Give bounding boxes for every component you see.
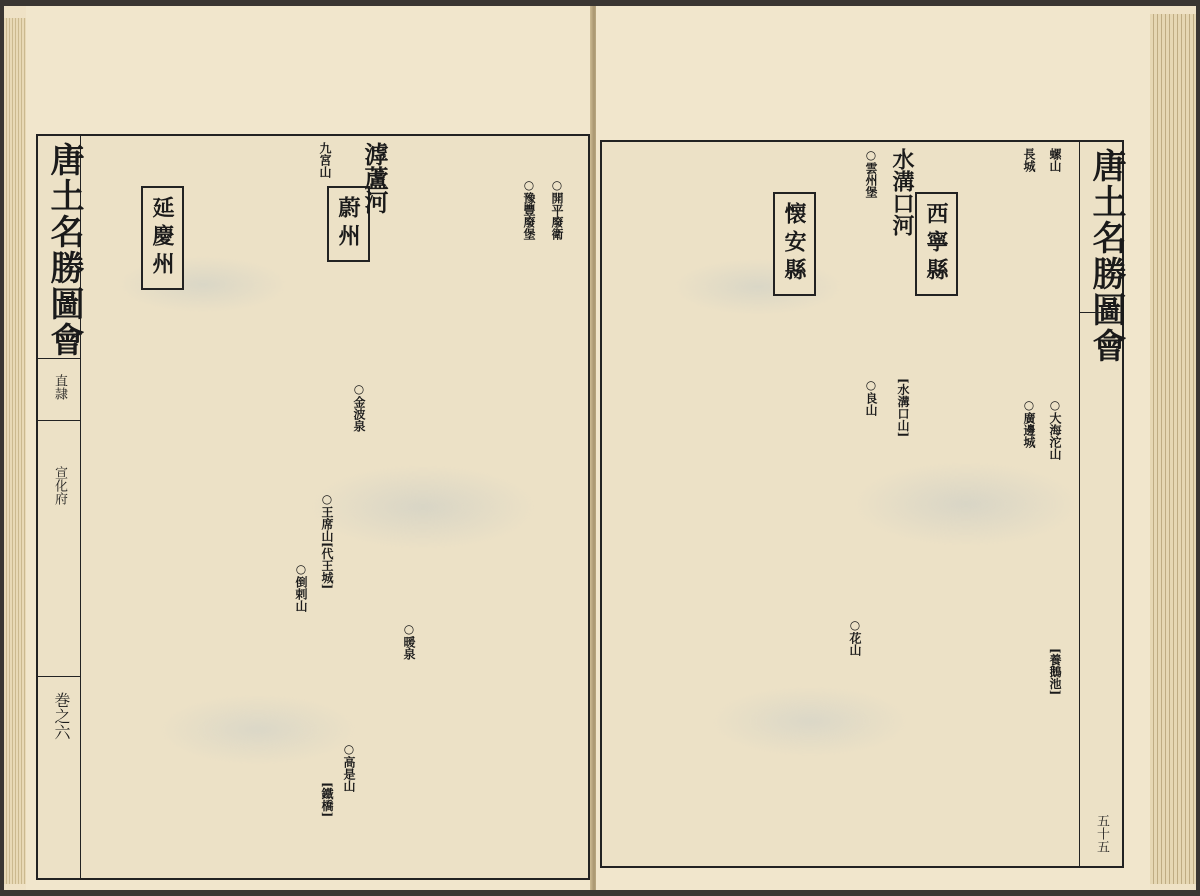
right-page-text	[608, 148, 1076, 860]
heading-yanqing: 延慶州	[141, 186, 184, 290]
section-label: 直隷	[52, 374, 67, 400]
left-page	[26, 6, 592, 890]
entry-heading: ○花山	[848, 618, 862, 656]
right-page-margin-column	[1079, 142, 1126, 866]
prefecture-label: 宣化府	[52, 466, 67, 505]
margin-divider	[1080, 312, 1122, 313]
entry-heading: ○倒剌山	[294, 562, 308, 612]
entry-heading: ○良山	[864, 378, 878, 416]
book-title: 唐土名勝圖會	[1086, 148, 1126, 364]
entry-heading: ○廣邊城	[1022, 398, 1036, 448]
margin-divider	[38, 676, 80, 677]
entry-heading: [鐵橋]	[320, 782, 334, 818]
entry-heading: 長城	[1022, 148, 1036, 172]
margin-divider	[38, 420, 80, 421]
right-page	[596, 6, 1150, 890]
page-number: 五十五	[1094, 814, 1109, 853]
heading-xining: 西寧縣	[915, 192, 958, 296]
book	[4, 6, 1196, 890]
entry-heading: ○金波泉	[352, 382, 366, 432]
entry-heading: 滹蘆河	[360, 142, 389, 214]
entry-heading: [養鵝池]	[1048, 648, 1062, 696]
entry-heading: ○王席山	[320, 492, 334, 542]
entry-heading: [水溝口山]	[896, 378, 910, 438]
book-title: 唐土名勝圖會	[44, 142, 84, 358]
entry-heading: ○開平廢衛	[550, 178, 564, 240]
entry-heading: ○雲州堡	[864, 148, 878, 198]
entry-heading: ○豫豐廢堡	[522, 178, 536, 240]
margin-divider	[38, 358, 80, 359]
left-page-text	[84, 142, 582, 872]
right-page-frame	[600, 140, 1124, 868]
entry-heading: 螺山	[1048, 148, 1062, 172]
entry-heading: ○暖泉	[402, 622, 416, 660]
entry-heading: [代王城]	[320, 542, 334, 590]
heading-huaian: 懐安縣	[773, 192, 816, 296]
entry-heading: 九宮山	[318, 142, 332, 178]
heading-weizhou: 蔚州	[327, 186, 370, 262]
entry-heading: ○大海沱山	[1048, 398, 1062, 460]
entry-heading: ○高是山	[342, 742, 356, 792]
left-page-frame	[36, 134, 590, 880]
entry-heading: 水溝口河	[889, 148, 915, 236]
left-page-margin-column	[38, 136, 84, 878]
volume-label: 巻之六	[52, 692, 71, 740]
page-edges-right	[1150, 14, 1196, 884]
